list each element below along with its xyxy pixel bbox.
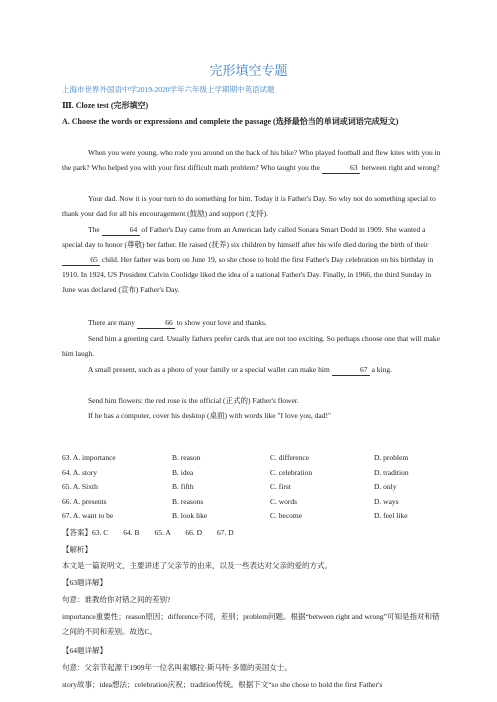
blank-66: 66 [137, 318, 175, 329]
section-heading: Ⅲ. Cloze test (完形填空) [62, 101, 149, 110]
q63-label: 【63题详解】 [62, 578, 107, 587]
blank-63: 63 [322, 163, 360, 174]
option-row-67: 67. A. want to be B. look like C. become D. feel like [62, 511, 408, 520]
passage-paragraph-3: The 64 of Father's Day came from an American lady called Sonara Smart Dodd in 1909. She wanted a special day to honor (尊敬) her father. He raised (抚养) six children by himself after his wife died during the birth of their 65 child. Her father was born on June 19, so she chose to hold the first Father's Day celebration on his birthday in 1910. In 1924, US President Calvin Coolidge liked the idea of a national Father's Day. Finally, in 1966, the third Sunday in June was declared (宣布) Father's Day. [62, 225, 434, 294]
part-a-heading: A. Choose the words or expressions and complete the passage (选择最恰当的单词或词语完成短文) [62, 117, 399, 126]
doc-subtitle: 上海市世界外国语中学2019-2020学年六年级上学期期中英语试题 [62, 85, 275, 94]
doc-title: 完形填空专题 [209, 63, 288, 78]
passage-paragraph-5: Send him a greeting card. Usually fathers prefer cards that are not too exciting. So perhaps choose one that will make him laugh. [62, 334, 440, 358]
q64-label: 【64题详解】 [62, 646, 107, 655]
options-table [62, 453, 442, 526]
passage-paragraph-7: Send him flowers: the red rose is the official (正式的) Father's flower. [88, 396, 299, 405]
blank-64: 64 [102, 225, 140, 236]
passage-paragraph-4: There are many 66 to show your love and thanks. [88, 318, 267, 327]
q63-explanation: importance重要性；reason原因；difference不同，差别；problem问题。根据“between right and wrong”可知是指对和错之间的不同和差别。故选C。 [62, 612, 440, 636]
analysis-summary: 本文是一篇说明文，主要讲述了父亲节的由来，以及一些表达对父亲的爱的方式。 [62, 561, 332, 570]
q63-translation: 句意：谁教给你对错之间的差别? [62, 595, 171, 604]
option-row-65: 65. A. Sixth B. fifth C. first D. only [62, 482, 397, 491]
answer-line: 【答案】63. C 64. B 65. A 66. D 67. D [62, 528, 234, 537]
blank-65: 65 [62, 255, 100, 266]
option-row-64: 64. A. story B. idea C. celebration D. tradition [62, 467, 409, 477]
passage-paragraph-8: If he has a computer, cover his desktop (桌面) with words like "I love you, dad!" [88, 411, 332, 420]
passage-paragraph-1: When you were young, who rode you around on the back of his bike? Who played football and flew kites with you in the park? Who helped you with your first difficult math problem? Who taught you the 63 between right and wrong? [62, 148, 441, 172]
option-row-66: 66. A. presents B. reasons C. words D. ways [62, 496, 399, 506]
q64-explanation: story故事；idea想法；celebration庆祝；tradition传统。根据下文“so she chose to hold the first Father's [62, 680, 383, 689]
passage-paragraph-2: Your dad. Now it is your turn to do something for him. Today it is Father's Day. So why not do something special to thank your dad for all his encouragement (鼓励) and support (支持). [62, 194, 436, 218]
blank-67: 67 [332, 365, 370, 376]
analysis-label: 【解析】 [62, 545, 92, 554]
option-row-63: 63. A. importance B. reason C. difference D. problem [62, 453, 409, 462]
q64-translation: 句意：父亲节起源于1909年一位名叫索娜拉·斯马特·多德的美国女士。 [62, 663, 292, 672]
passage-paragraph-6: A small present, such as a photo of your family or a special wallet can make him 67 a king. [88, 365, 392, 374]
